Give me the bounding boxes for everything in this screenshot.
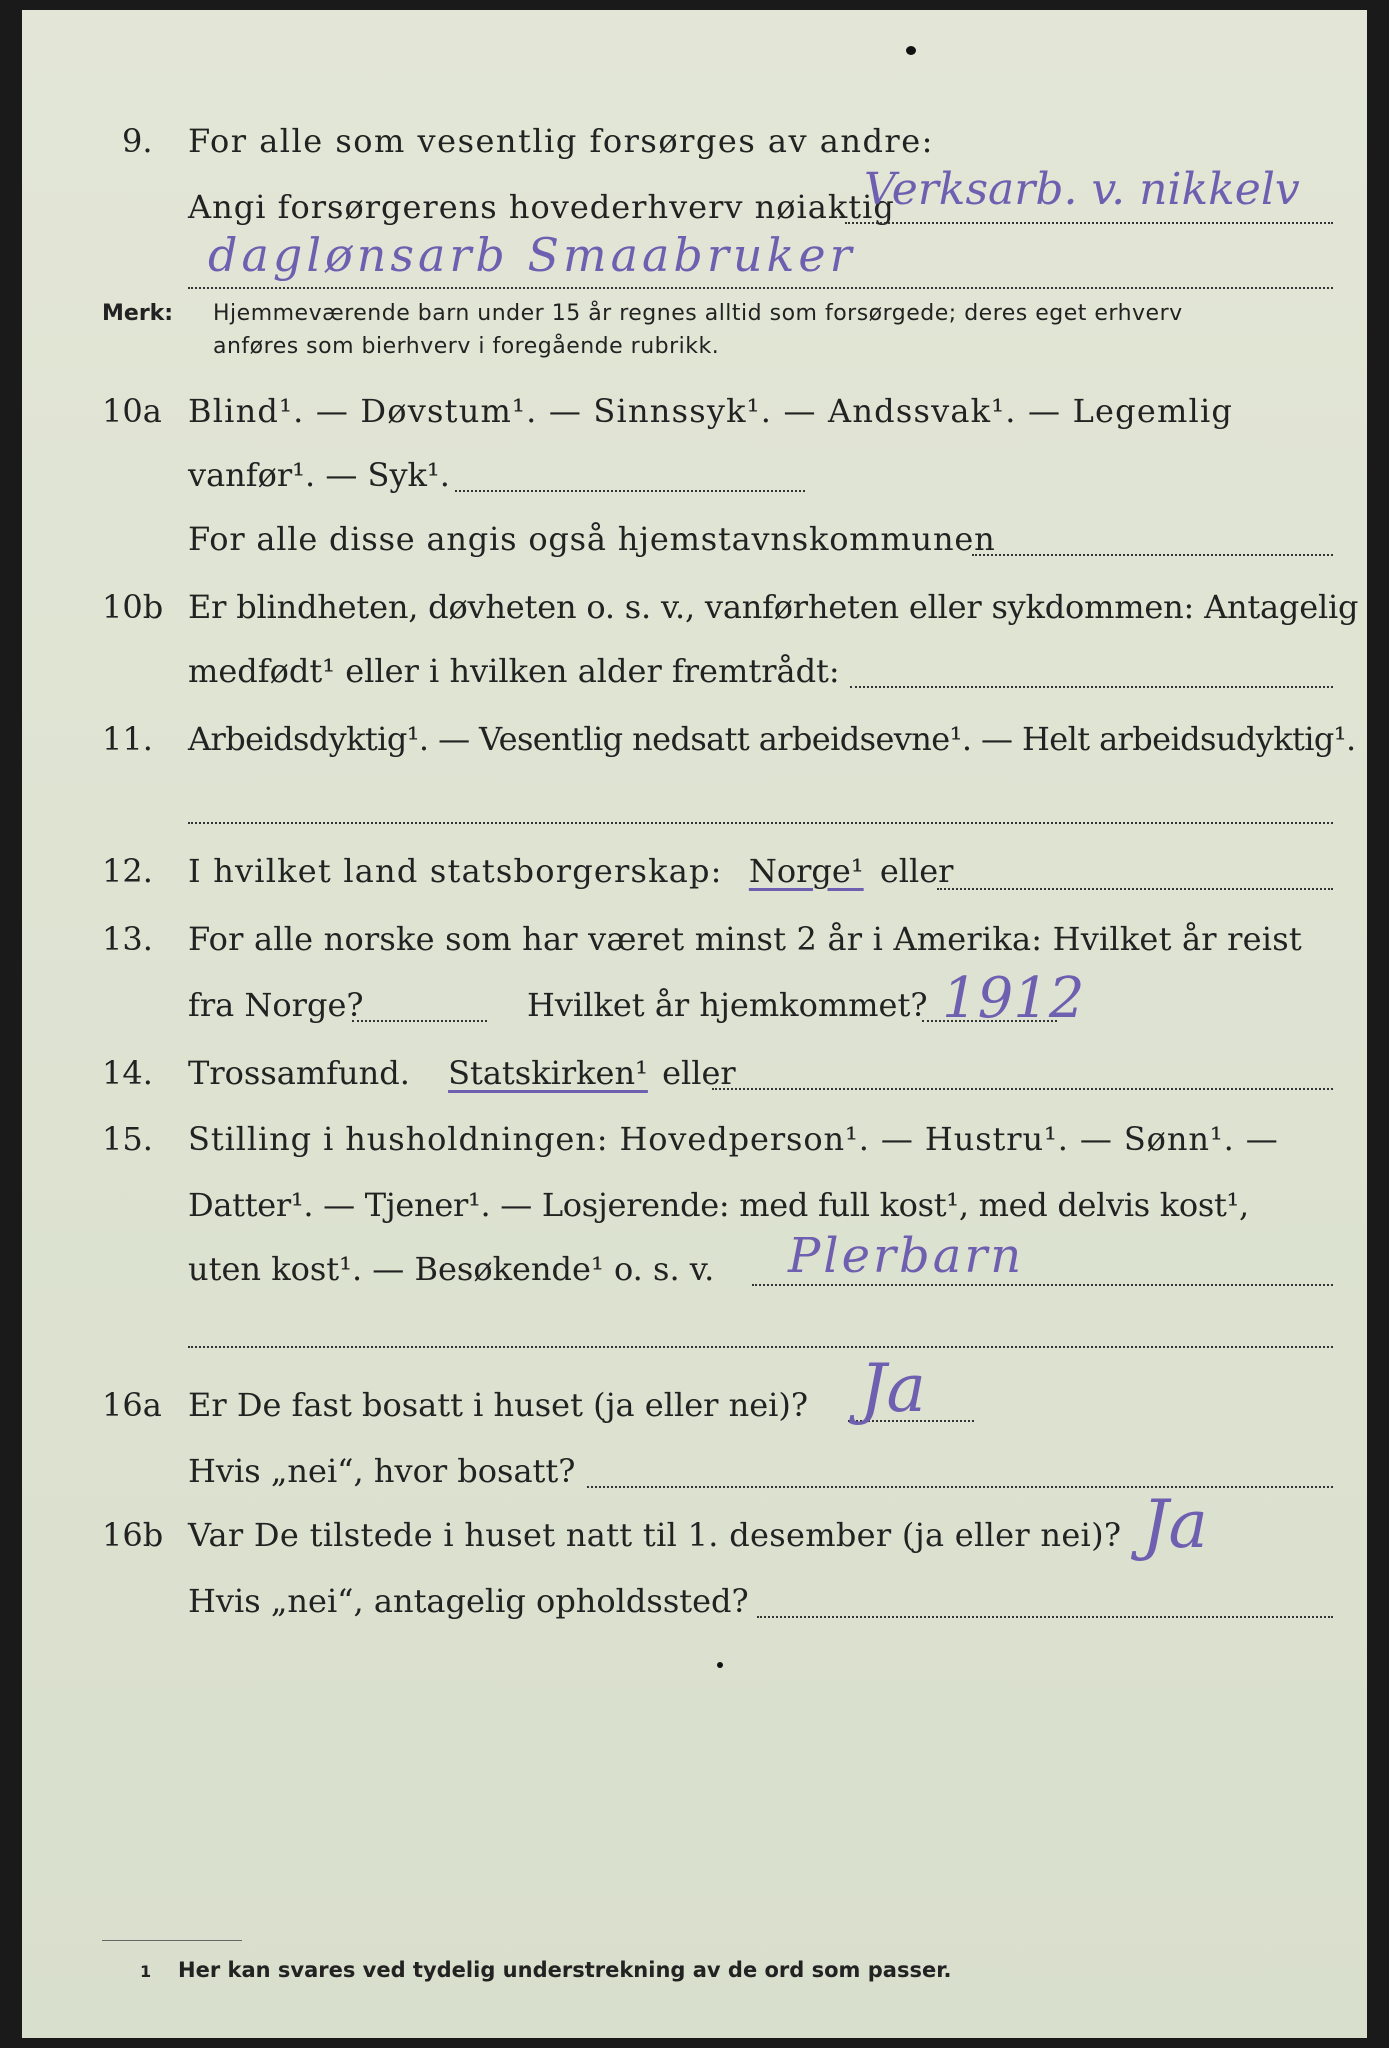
q14-suffix: eller <box>662 1054 736 1092</box>
q16a-line1: Er De fast bosatt i huset (ja eller nei)? <box>188 1386 809 1424</box>
q10a-line1: Blind¹. — Døvstum¹. — Sinnssyk¹. — Andssvak¹. — Legemlig <box>188 392 1234 430</box>
q11-blank <box>188 822 1333 824</box>
q15-line3: uten kost¹. — Besøkende¹ o. s. v. <box>188 1250 715 1288</box>
q11-number: 11. <box>102 720 153 758</box>
merk-line2: anføres som bierhverv i foregående rubrikk. <box>213 334 720 359</box>
q10a-line2-blank <box>455 490 805 492</box>
q16a-line2: Hvis „nei“, hvor bosatt? <box>188 1452 576 1490</box>
q9-number: 9. <box>122 122 153 160</box>
q10b-line1: Er blindheten, døvheten o. s. v., vanførheten eller sykdommen: Antagelig <box>188 588 1359 626</box>
q14-prefix: Trossamfund. <box>188 1054 410 1092</box>
q12-number: 12. <box>102 852 153 890</box>
q15-line1: Stilling i husholdningen: Hovedperson¹. — Hustru¹. — Sønn¹. — <box>188 1120 1279 1158</box>
q12-norge-option[interactable]: Norge¹ <box>748 852 864 890</box>
q15-line3-blank <box>752 1284 1333 1286</box>
q16b-line2-blank <box>757 1616 1333 1618</box>
footnote-rule <box>102 1940 242 1941</box>
q16b-answer[interactable]: Ja <box>1142 1486 1208 1563</box>
q9-answer-line-1 <box>845 222 1333 224</box>
q13-reist-blank <box>352 1020 487 1022</box>
q16b-line2: Hvis „nei“, antagelig opholdssted? <box>188 1582 749 1620</box>
q14-line1 <box>188 1054 736 1092</box>
q12-blank <box>937 888 1333 890</box>
q10b-line2-blank <box>850 686 1333 688</box>
q16a-number: 16a <box>102 1386 162 1424</box>
q12-line1 <box>188 852 953 890</box>
merk-label: Merk: <box>102 301 174 326</box>
q14-blank <box>712 1088 1333 1090</box>
merk-line1: Hjemmeværende barn under 15 år regnes alltid som forsørgede; deres eget erhverv <box>213 301 1183 326</box>
q12-suffix: eller <box>879 852 954 890</box>
census-form-page <box>22 10 1367 2038</box>
q13-answer[interactable]: 1912 <box>942 966 1085 1031</box>
q10a-line3: For alle disse angis også hjemstavnskommunen <box>188 520 996 558</box>
ink-dot <box>717 1662 723 1668</box>
footnote-text: Her kan svares ved tydelig understrekning av de ord som passer. <box>178 1958 952 1982</box>
q9-answer-a[interactable]: Verksarb. v. nikkelv <box>864 164 1300 215</box>
q10a-line2: vanfør¹. — Syk¹. <box>188 456 450 494</box>
q15-line2: Datter¹. — Tjener¹. — Losjerende: med full kost¹, med delvis kost¹, <box>188 1186 1249 1224</box>
q13-line2b: Hvilket år hjemkommet? <box>527 986 928 1024</box>
q15-answer[interactable]: Plerbarn <box>788 1228 1025 1284</box>
q15-extra-blank <box>188 1346 1333 1348</box>
q15-number: 15. <box>102 1120 153 1158</box>
q14-statskirken-option[interactable]: Statskirken¹ <box>448 1054 648 1092</box>
q9-answer-b[interactable]: daglønsarb Smaabruker <box>208 228 856 282</box>
q12-prefix: I hvilket land statsborgerskap: <box>188 852 723 890</box>
q9-line1: For alle som vesentlig forsørges av andre: <box>188 122 934 160</box>
footnote-marker: 1 <box>140 1962 152 1981</box>
q14-number: 14. <box>102 1054 153 1092</box>
q16b-number: 16b <box>102 1516 164 1554</box>
q10a-line3-blank <box>972 554 1333 556</box>
q16b-line1: Var De tilstede i huset natt til 1. desember (ja eller nei)? <box>188 1516 1122 1554</box>
q9-line2: Angi forsørgerens hovederhverv nøiaktig <box>188 188 895 226</box>
q9-answer-line-2 <box>188 287 1333 289</box>
q16a-line2-blank <box>587 1486 1333 1488</box>
q10a-number: 10a <box>102 392 162 430</box>
q13-number: 13. <box>102 920 153 958</box>
q13-line2a: fra Norge? <box>188 986 364 1024</box>
q10b-number: 10b <box>102 588 164 626</box>
q16a-answer[interactable]: Ja <box>860 1350 926 1427</box>
q11-line1: Arbeidsdyktig¹. — Vesentlig nedsatt arbeidsevne¹. — Helt arbeidsudyktig¹. <box>188 720 1356 758</box>
q13-line1: For alle norske som har været minst 2 år i Amerika: Hvilket år reist <box>188 920 1302 958</box>
ink-dot <box>906 46 916 55</box>
q10b-line2: medfødt¹ eller i hvilken alder fremtrådt: <box>188 652 840 690</box>
